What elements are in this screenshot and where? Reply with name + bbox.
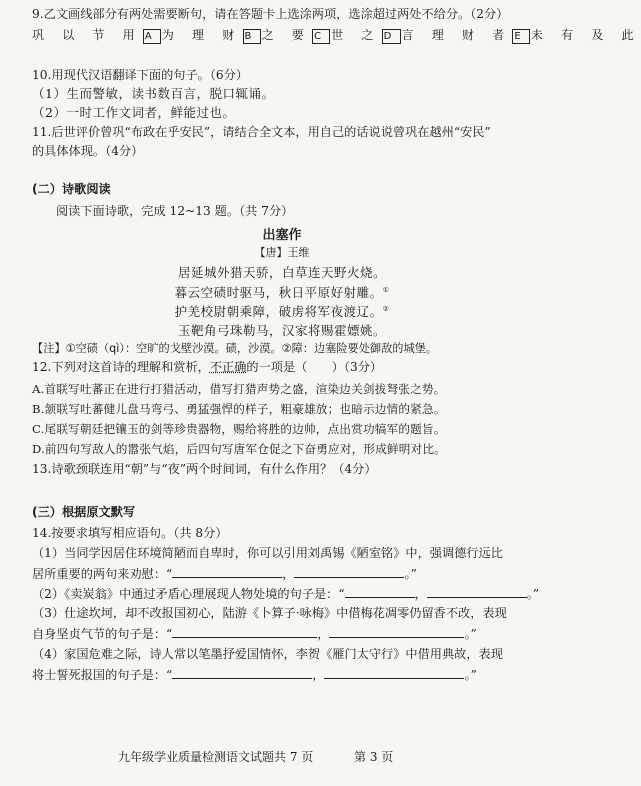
section3-heading: (三）根据原文默写 (32, 505, 136, 519)
q11-line-2: 的具体体现。（4分） (32, 144, 144, 158)
footer-page-number: 第 3 页 (354, 750, 394, 764)
q14-3-blank-2[interactable] (329, 625, 464, 638)
q9-box-a[interactable]: A (144, 31, 159, 42)
poem-line-2 (0, 283, 564, 301)
q14-3-end: 。” (464, 627, 477, 641)
q14-2-line (32, 585, 539, 602)
poem-note: 【注】①空碛（qì）：空旷的戈壁沙漠。碛，沙漠。②障：边塞险要处御敌的城堡。 (32, 342, 438, 355)
q12-option-a: A.首联写吐蕃正在进行打猎活动，借写打猎声势之盛，渲染边关剑拔弩张之势。 (32, 382, 446, 396)
q10-item-1: （1）生而警敏，读书数百言，脱口辄诵。 (32, 86, 275, 101)
q13-prompt: 13.诗歌颈联连用“朝”与“夜”两个时间词，有什么作用？（4分） (32, 462, 377, 476)
note-mark-1: ① (382, 285, 390, 294)
q12-prompt-before: 12.下列对这首诗的理解和赏析， (32, 360, 210, 374)
q9-box-c[interactable]: C (314, 31, 329, 42)
q14-3-sep: ， (317, 627, 330, 641)
poem-line-4: 玉靶角弓珠勒马，汉家将赐霍嫖姚。 (177, 323, 386, 338)
q9-seg-1: 巩 以 节 用 (32, 28, 142, 42)
q14-3-line-1: （3）仕途坎坷，却不改报国初心，陆游《卜算子·咏梅》中借梅花凋零仍留香不改，表现 (32, 606, 507, 620)
q14-2-blank-2[interactable] (427, 585, 527, 598)
q12-prompt-after: 的一项是（ ）（3分） (246, 360, 383, 374)
q14-2-lead: （2）《卖炭翁》中通过矛盾心理展现人物处境的句子是：“ (32, 587, 345, 601)
q12-prompt (32, 359, 382, 375)
q14-4-lead: 将士誓死报国的句子是：“ (32, 668, 173, 682)
q14-1-lead: 居所重要的两句来劝慰：“ (32, 567, 173, 581)
q9-seg-2: 为 理 财 (161, 28, 242, 42)
q12-option-d: D.前四句写敌人的嚣张气焰，后四句写唐军仓促之下奋勇应对，形成鲜明对比。 (32, 442, 446, 456)
poem-author: 【唐】王维 (254, 246, 310, 259)
q14-1-line-1: （1）当同学因居住环境简陋而自卑时，你可以引用刘禹锡《陋室铭》中，强调德行远比 (32, 546, 503, 560)
q9-box-d[interactable]: D (383, 31, 399, 42)
section2-instruction: 阅读下面诗歌，完成 12~13 题。（共 7分） (56, 204, 294, 218)
q14-3-line-2 (32, 625, 477, 642)
q12-option-b: B.颔联写吐蕃健儿盘马弯弓、勇猛强悍的样子，粗豪雄放；也暗示边情的紧急。 (32, 402, 446, 416)
q10-item-2: （2）一时工作文词者，鲜能过也。 (32, 105, 236, 120)
poem-line-3 (0, 302, 564, 320)
q14-4-end: 。” (464, 668, 477, 682)
q9-box-b[interactable]: B (244, 31, 259, 42)
q14-prompt: 14.按要求填写相应语句。（共 8分） (32, 526, 228, 540)
q14-1-line-2 (32, 565, 417, 582)
q10-prompt: 10.用现代汉语翻译下面的句子。（6分） (32, 68, 249, 82)
q12-option-c: C.尾联写朝廷把镶玉的剑等珍贵器物，赐给将胜的边帅，点出赏功犒军的题旨。 (32, 422, 446, 436)
poem-title: 出塞作 (262, 228, 302, 243)
note-mark-2: ② (382, 304, 390, 313)
q9-seg-4: 世 之 (331, 28, 381, 42)
q14-4-line-2 (32, 666, 477, 683)
q9-seg-6: 未 有 及 此 (530, 28, 641, 42)
q14-1-blank-2[interactable] (294, 565, 404, 578)
q9-seg-3: 之 要 (261, 28, 312, 42)
q11-line-1: 11.后世评价曾巩“布政在乎安民”，请结合全文本，用自己的话说说曾巩在越州“安民” (32, 125, 491, 139)
q9-sentence (32, 27, 641, 44)
q14-4-line-1: （4）家国危难之际，诗人常以笔墨抒爱国情怀，李贺《雁门太守行》中借用典故，表现 (32, 647, 503, 661)
footer-left: 九年级学业质量检测语文试题共 7 页 (118, 750, 314, 764)
q12-prompt-emphasis: 不正确 (209, 360, 247, 374)
q14-3-lead: 自身坚贞气节的句子是：“ (32, 627, 173, 641)
q14-4-blank-2[interactable] (324, 666, 464, 679)
q9-prompt: 9.乙文画线部分有两处需要断句，请在答题卡上选涂两项，选涂超过两处不给分。（2分） (32, 7, 509, 21)
q9-seg-5: 言 理 财 者 (401, 28, 512, 42)
q14-1-sep: ， (282, 567, 295, 581)
q14-3-blank-1[interactable] (172, 625, 317, 638)
q14-2-end: 。” (526, 587, 540, 601)
q14-2-sep: ， (414, 587, 427, 601)
q14-4-sep: ， (312, 668, 325, 682)
q14-2-blank-1[interactable] (345, 585, 415, 598)
section2-heading: (二）诗歌阅读 (32, 182, 111, 196)
poem-line-3-text: 护羌校尉朝乘障，破虏将军夜渡辽。 (174, 304, 383, 319)
q14-4-blank-1[interactable] (172, 666, 312, 679)
q14-1-blank-1[interactable] (172, 565, 282, 578)
poem-line-1: 居延城外猎天骄，白草连天野火烧。 (177, 265, 386, 280)
q14-1-end: 。” (404, 567, 417, 581)
poem-line-2-text: 暮云空碛时驱马，秋日平原好射雕。 (174, 285, 383, 300)
q9-box-e[interactable]: E (514, 31, 528, 42)
